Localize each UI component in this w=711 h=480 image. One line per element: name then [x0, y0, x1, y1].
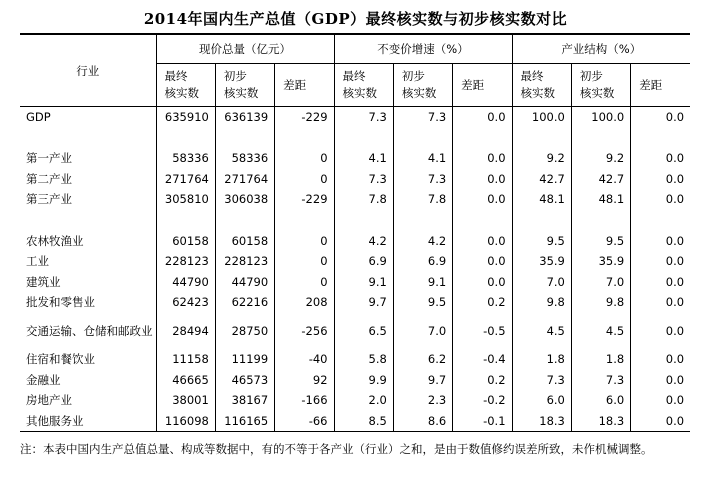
cell-value: 28750 [215, 313, 274, 349]
subheader-diff: 差距 [453, 64, 512, 107]
table-row [20, 189, 690, 210]
table-row [20, 107, 690, 128]
subheader-diff: 差距 [631, 64, 690, 107]
cell-value: 0.0 [631, 189, 690, 210]
cell-value: 18.3 [571, 411, 630, 432]
subheader-final: 最终 核实数 [156, 64, 215, 107]
row-label: 住宿和餐饮业 [26, 351, 95, 366]
subheader-final: 最终 核实数 [334, 64, 393, 107]
cell-value: 2.3 [393, 390, 452, 411]
cell-value: 100.0 [571, 107, 630, 128]
cell-value: 9.7 [393, 370, 452, 391]
cell-value: 9.2 [512, 148, 571, 169]
cell-value: 0.0 [453, 148, 512, 169]
cell-value: 9.8 [571, 292, 630, 313]
cell-value: 116165 [215, 411, 274, 432]
cell-value: 4.2 [393, 231, 452, 252]
cell-value: 5.8 [334, 349, 393, 370]
cell-value: 62423 [156, 292, 215, 313]
cell-value: 7.8 [393, 189, 452, 210]
cell-value: 18.3 [512, 411, 571, 432]
table-row [20, 251, 690, 272]
table-row [20, 231, 690, 252]
industry-header: 行业 [20, 34, 156, 107]
cell-value: 0.0 [453, 169, 512, 190]
cell-value: 305810 [156, 189, 215, 210]
cell-value: 0.0 [631, 148, 690, 169]
table-row [20, 370, 690, 391]
cell-value: 7.3 [571, 370, 630, 391]
cell-value: 2.0 [334, 390, 393, 411]
cell-value: 6.2 [393, 349, 452, 370]
cell-value: 0.2 [453, 292, 512, 313]
cell-value: -0.2 [453, 390, 512, 411]
cell-value: 9.7 [334, 292, 393, 313]
table-row [20, 390, 690, 411]
cell-value: 0.0 [631, 370, 690, 391]
cell-value: 4.1 [393, 148, 452, 169]
cell-value: 306038 [215, 189, 274, 210]
cell-value: 28494 [156, 313, 215, 349]
cell-value: 0 [275, 231, 334, 252]
row-label: 农林牧渔业 [26, 233, 84, 248]
cell-value: 0.0 [631, 231, 690, 252]
cell-value: 0.0 [631, 292, 690, 313]
row-label: 工业 [26, 254, 49, 269]
row-label: 批发和零售业 [26, 295, 95, 310]
cell-value: 58336 [215, 148, 274, 169]
row-label: 其他服务业 [20, 411, 156, 432]
cell-value: 44790 [156, 272, 215, 293]
cell-value: 48.1 [571, 189, 630, 210]
cell-value: 0 [275, 251, 334, 272]
table-row [20, 272, 690, 293]
group-header-current-price: 现价总量（亿元） [156, 34, 334, 64]
cell-value: 0.0 [631, 272, 690, 293]
cell-value: 8.5 [334, 411, 393, 432]
subheader-diff: 差距 [275, 64, 334, 107]
row-label: 金融业 [26, 372, 61, 387]
row-label: 建筑业 [26, 274, 61, 289]
subheader-final: 最终 核实数 [512, 64, 571, 107]
cell-value: 6.0 [571, 390, 630, 411]
cell-value: 6.5 [334, 313, 393, 349]
cell-value: -166 [275, 390, 334, 411]
table-title: 2014年国内生产总值（GDP）最终核实数与初步核实数对比 [143, 10, 568, 28]
cell-value: 9.2 [571, 148, 630, 169]
cell-value: 9.1 [334, 272, 393, 293]
spacer-row [20, 128, 690, 149]
row-label: 第一产业 [26, 151, 72, 166]
cell-value: -66 [275, 411, 334, 432]
subheader-prelim: 初步 核实数 [571, 64, 630, 107]
cell-value: 116098 [156, 411, 215, 432]
cell-value: 4.5 [512, 313, 571, 349]
cell-value: 38167 [215, 390, 274, 411]
cell-value: 0.0 [631, 349, 690, 370]
cell-value: 7.0 [512, 272, 571, 293]
cell-value: 9.5 [512, 231, 571, 252]
cell-value: 11199 [215, 349, 274, 370]
cell-value: 0.0 [453, 272, 512, 293]
cell-value: 92 [275, 370, 334, 391]
footnote: 注：本表中国内生产总值总量、构成等数据中，有的不等于各产业（行业）之和，是由于数值修约误差所致，未作机械调整。 [20, 442, 653, 456]
cell-value: 228123 [215, 251, 274, 272]
cell-value: 35.9 [571, 251, 630, 272]
cell-value: -256 [275, 313, 334, 349]
cell-value: 7.3 [393, 169, 452, 190]
cell-value: 6.9 [334, 251, 393, 272]
cell-value: 0.0 [631, 390, 690, 411]
cell-value: 7.3 [334, 169, 393, 190]
cell-value: 0.0 [453, 107, 512, 128]
cell-value: 636139 [215, 107, 274, 128]
group-header-structure: 产业结构（%） [512, 34, 690, 64]
group-header-constant-growth: 不变价增速（%） [334, 34, 512, 64]
cell-value: 0 [275, 169, 334, 190]
cell-value: -0.4 [453, 349, 512, 370]
cell-value: 46573 [215, 370, 274, 391]
cell-value: 62216 [215, 292, 274, 313]
cell-value: 42.7 [512, 169, 571, 190]
cell-value: 6.9 [393, 251, 452, 272]
cell-value: 9.8 [512, 292, 571, 313]
cell-value: 228123 [156, 251, 215, 272]
cell-value: 48.1 [512, 189, 571, 210]
cell-value: 7.3 [512, 370, 571, 391]
table-row [20, 292, 690, 313]
table-row [20, 349, 690, 370]
cell-value: 271764 [215, 169, 274, 190]
cell-value: 208 [275, 292, 334, 313]
cell-value: 1.8 [512, 349, 571, 370]
cell-value: 100.0 [512, 107, 571, 128]
cell-value: 7.0 [393, 313, 452, 349]
subheader-prelim: 初步 核实数 [215, 64, 274, 107]
cell-value: 9.5 [393, 292, 452, 313]
cell-value: -229 [275, 107, 334, 128]
cell-value: 7.3 [334, 107, 393, 128]
cell-value: 0.0 [453, 231, 512, 252]
cell-value: 38001 [156, 390, 215, 411]
cell-value: 0.0 [631, 251, 690, 272]
cell-value: 58336 [156, 148, 215, 169]
row-label: 第三产业 [26, 192, 72, 207]
cell-value: 0.0 [631, 313, 690, 349]
cell-value: 7.8 [334, 189, 393, 210]
cell-value: 9.9 [334, 370, 393, 391]
cell-value: 46665 [156, 370, 215, 391]
subheader-prelim: 初步 核实数 [393, 64, 452, 107]
cell-value: 9.1 [393, 272, 452, 293]
cell-value: 35.9 [512, 251, 571, 272]
table-row [20, 411, 690, 432]
cell-value: 0.0 [453, 251, 512, 272]
cell-value: 271764 [156, 169, 215, 190]
cell-value: 7.3 [393, 107, 452, 128]
table-row [20, 148, 690, 169]
gdp-comparison-table [20, 33, 690, 432]
cell-value: 0.2 [453, 370, 512, 391]
cell-value: 11158 [156, 349, 215, 370]
cell-value: 0.0 [453, 189, 512, 210]
cell-value: -0.5 [453, 313, 512, 349]
cell-value: 0 [275, 148, 334, 169]
cell-value: 4.2 [334, 231, 393, 252]
cell-value: 635910 [156, 107, 215, 128]
cell-value: 42.7 [571, 169, 630, 190]
table-row [20, 313, 690, 349]
cell-value: -0.1 [453, 411, 512, 432]
cell-value: 60158 [215, 231, 274, 252]
cell-value: 4.1 [334, 148, 393, 169]
cell-value: 6.0 [512, 390, 571, 411]
cell-value: 0.0 [631, 169, 690, 190]
cell-value: -40 [275, 349, 334, 370]
cell-value: 9.5 [571, 231, 630, 252]
cell-value: 0 [275, 272, 334, 293]
cell-value: 0.0 [631, 107, 690, 128]
cell-value: 1.8 [571, 349, 630, 370]
table-body [20, 107, 690, 432]
table-row [20, 169, 690, 190]
spacer-row [20, 210, 690, 231]
row-label: 第二产业 [26, 171, 72, 186]
cell-value: 7.0 [571, 272, 630, 293]
cell-value: 44790 [215, 272, 274, 293]
cell-value: 60158 [156, 231, 215, 252]
row-label: 房地产业 [26, 393, 72, 408]
cell-value: 4.5 [571, 313, 630, 349]
row-label: GDP [26, 110, 51, 124]
cell-value: 0.0 [631, 411, 690, 432]
cell-value: 8.6 [393, 411, 452, 432]
cell-value: -229 [275, 189, 334, 210]
row-label: 交通运输、仓储和邮政业 [26, 323, 153, 338]
